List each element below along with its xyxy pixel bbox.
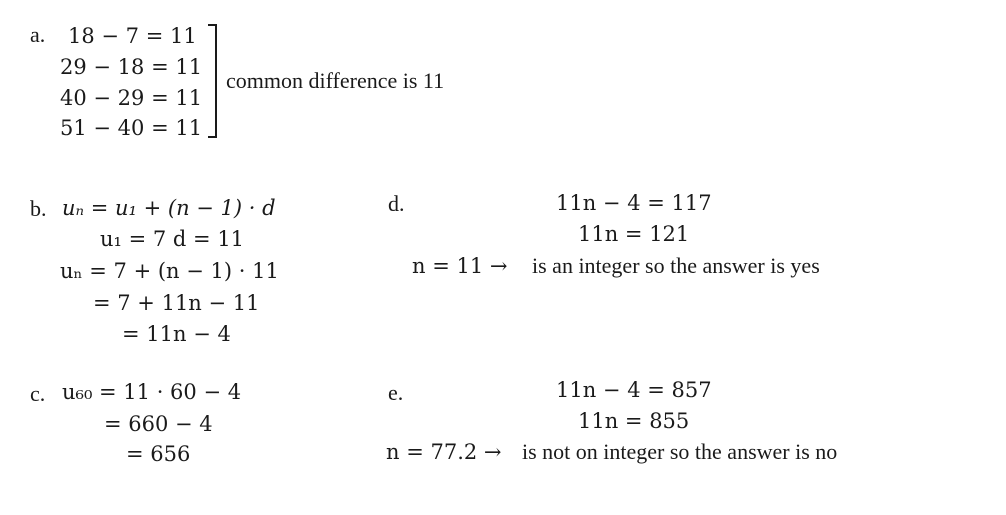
part-d-line-1: 11n − 4 = 117 [556,191,712,215]
part-a-line-4: 51 − 40 = 11 [60,116,203,140]
part-a-note: common difference is 11 [226,68,445,93]
part-e-result: n = 77.2 → [386,440,502,464]
part-a-line-2: 29 − 18 = 11 [60,55,203,79]
part-b-line-1: uₙ = u₁ + (n − 1) · d [62,196,276,220]
part-b-line-2: u₁ = 7 d = 11 [100,227,245,251]
part-d-conclusion: is an integer so the answer is yes [532,253,820,278]
part-b-line-4: = 7 + 11n − 11 [93,291,260,315]
part-c-label: c. [30,381,46,406]
part-e-conclusion: is not on integer so the answer is no [522,439,838,464]
part-a-line-3: 40 − 29 = 11 [60,86,203,110]
part-b-label: b. [30,196,47,221]
part-e-line-1: 11n − 4 = 857 [556,378,712,402]
part-c-line-2: = 660 − 4 [104,412,213,436]
part-d-line-2: 11n = 121 [578,222,690,246]
part-b-line-5: = 11n − 4 [122,322,231,346]
part-a-label: a. [30,22,46,47]
part-d-label: d. [388,191,405,216]
part-b-line-3: uₙ = 7 + (n − 1) · 11 [60,259,279,283]
part-a-line-1: 18 − 7 = 11 [68,24,197,48]
part-d-result: n = 11 → [412,254,508,278]
grouping-bracket [208,24,217,138]
part-e-line-2: 11n = 855 [578,409,690,433]
part-c-line-1: u₆₀ = 11 · 60 − 4 [62,380,242,404]
part-e-label: e. [388,380,404,405]
part-c-line-3: = 656 [126,442,191,466]
